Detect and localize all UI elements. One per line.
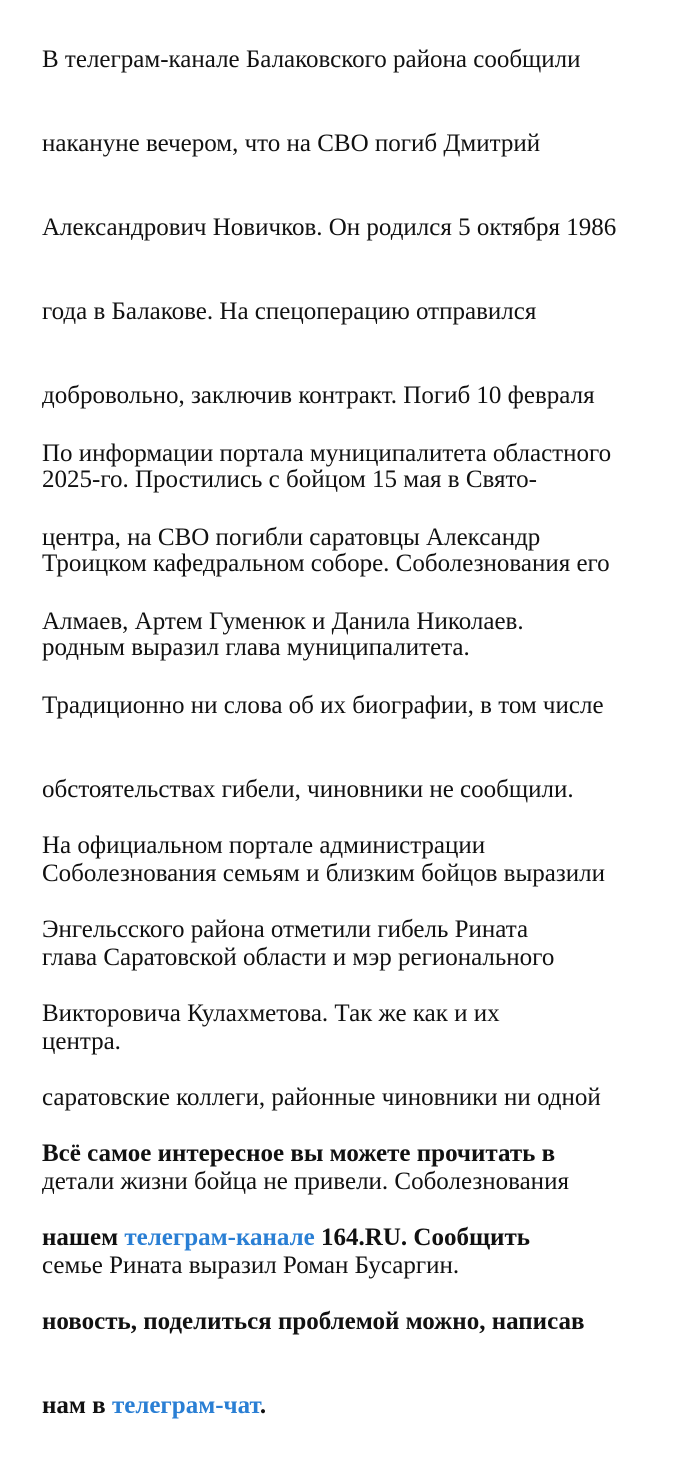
promo-text: нашем <box>42 1224 125 1251</box>
promo-line: Всё самое интересное вы можете прочитать в <box>42 1140 556 1167</box>
text-line: Алмаев, Артем Гуменюк и Данила Николаев. <box>42 608 524 635</box>
promo-paragraph <box>42 1091 585 1469</box>
text-line: Традиционно ни слова об их биографии, в том числе <box>42 692 604 719</box>
promo-text: . <box>259 1392 267 1419</box>
text-line: Соболезнования семьям и близким бойцов выразили <box>42 860 605 887</box>
text-line: центра, на СВО погибли саратовцы Александр <box>42 524 541 551</box>
telegram-chat-link[interactable]: телеграм-чат <box>111 1392 260 1419</box>
promo-line <box>42 1385 585 1427</box>
text-line: добровольно, заключив контракт. Погиб 10 февраля <box>42 382 595 409</box>
text-line: По информации портала муниципалитета областного <box>42 440 612 467</box>
text-line: В телеграм-канале Балаковского района сообщили <box>42 46 581 73</box>
text-line: Энгельсского района отметили гибель Рината <box>42 916 529 943</box>
telegram-channel-link[interactable]: телеграм-канале <box>124 1224 315 1251</box>
promo-line: новость, поделиться проблемой можно, написав <box>42 1308 585 1335</box>
text-line: Троицком кафедральном соборе. Соболезнования его <box>42 550 610 577</box>
text-line: саратовские коллеги, районные чиновники ни одной <box>42 1084 601 1111</box>
text-line: Александрович Новичков. Он родился 5 октября 1986 <box>42 214 617 241</box>
text-line: На официальном портале администрации <box>42 832 486 859</box>
text-line: родным выразил глава муниципалитета. <box>42 634 470 661</box>
text-line: детали жизни бойца не привели. Соболезнования <box>42 1168 569 1195</box>
text-line: года в Балакове. На спецоперацию отправился <box>42 298 537 325</box>
text-line: 2025-го. Простились с бойцом 15 мая в Свято- <box>42 466 537 493</box>
text-line: обстоятельствах гибели, чиновники не сообщили. <box>42 776 574 803</box>
text-line: накануне вечером, что на СВО погиб Дмитрий <box>42 130 541 157</box>
promo-text: нам в <box>42 1392 112 1419</box>
text-line: глава Саратовской области и мэр регионального <box>42 944 555 971</box>
text-line: семье Рината выразил Роман Бусаргин. <box>42 1252 460 1279</box>
promo-line <box>42 1217 585 1259</box>
promo-text: 164.RU. Сообщить <box>314 1224 530 1251</box>
text-line: Викторовича Кулахметова. Так же как и их <box>42 1000 500 1027</box>
text-line: центра. <box>42 1028 121 1055</box>
